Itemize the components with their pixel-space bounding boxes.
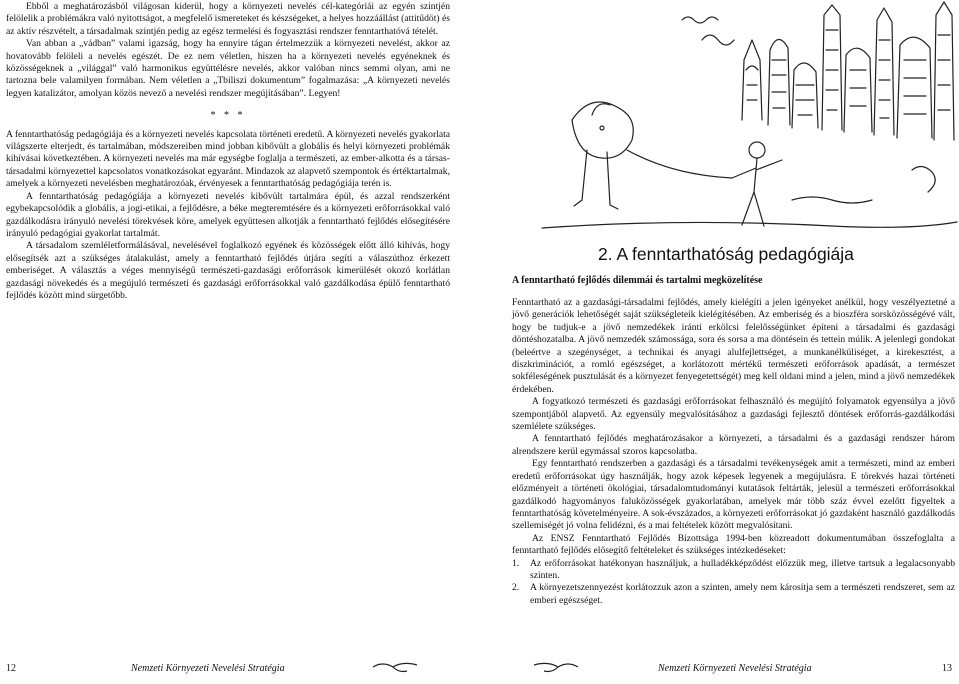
paragraph-pedagogy: A fenntarthatóság pedagógiája a környezeti nevelés kibővült tartalmára épül, és azzal rendszerként egybekapcsolódik a globális, a jogi-etikai, a fejlődésre, a béke megteremtésére és a környezeti erőforrásokkal való gazdálkodásra irányuló nevelési törekvések köre, amelyek együttesen alkotják a fenntartható fejlődés elősegítésére irányuló pedagógiai gyakorlat tartalmát. bbox=[6, 190, 450, 239]
bird-ornament-icon bbox=[371, 659, 419, 675]
footer-title-left: Nemzeti Környezeti Nevelési Stratégia bbox=[131, 663, 285, 674]
pen-sketch-drawing-icon bbox=[532, 0, 959, 232]
bird-ornament-icon bbox=[532, 659, 580, 675]
list-number: 1. bbox=[512, 557, 520, 569]
paragraph-society: A társadalom szemléletformálásával, nevelésével foglalkozó egyének és közösségek előtt álló kihívás, hogy elősegítsék azt a szükséges átalakulást, amely a fenntartható fejlődés útjára segíti a válaszúthoz érkezett emberiséget. A választás a véges mennyiségű természeti-gazdasági erőforrások kimerülését okozó korlátlan gazdasági növekedés és a megújuló természeti és gazdasági erőforrásokkal való gazdálkodása épülő fenntartható fejlődés között mind sürgetőbb. bbox=[6, 240, 450, 301]
right-column bbox=[512, 297, 955, 607]
paragraph-un-commission: Az ENSZ Fenntartható Fejlődés Bizottsága 1994-ben közreadott dokumentumában összefoglalta a fenntartható fejlődés elősegítő feltételeket és szükséges intézkedéseket: bbox=[512, 532, 955, 557]
paragraph-vad: Van abban a „vádban” valami igazság, hogy ha ennyire tágan értelmezzük a környezeti nevelést, akkor az hovatovább felöleli a nevelés egészét. De ez nem véletlen, hiszen ha a környezeti nevelés egyéneknek és közösségeknek a „világgal” való harmonikus együttélésre nevelés, akkor valóban nincs semmi olyan, ami ne tartozna bele valamilyen formában. Nem véletlen a „Tbiliszi dokumentum” fogalmazása: „A környezeti nevelés legyen katalizátor, amolyan közös nevező a nevelési rendszer megújításában”. Legyen! bbox=[6, 38, 450, 99]
paragraph-balance: A fogyatkozó természeti és gazdasági erőforrásokat felhasználó és megújító folyamatok egyensúlya a jövő szempontjából alapvető. Az egyensúly megvalósításához a gazdasági fejlesztő döntések erőforrás-gazdálkodási szemlélete szükséges. bbox=[512, 396, 955, 433]
section-subheading: A fenntartható fejlődés dilemmái és tartalmi megközelítése bbox=[512, 275, 763, 286]
page-number-right: 13 bbox=[942, 663, 952, 674]
conditions-list bbox=[512, 558, 955, 608]
list-number: 2. bbox=[512, 582, 520, 594]
chapter-title: 2. A fenntarthatóság pedagógiája bbox=[598, 244, 854, 264]
list-text: Az erőforrásokat hatékonyan használjuk, a hulladékképződést előzzük meg, illetve tartsuk a legalacsonyabb szinten. bbox=[530, 557, 955, 581]
paragraph-subsystems: A fenntartható fejlődés meghatározásakor a környezeti, a társadalmi és a gazdasági rendszer három alrendszere kerül egymással szoros kapcsolatba. bbox=[512, 433, 955, 457]
paragraph-definition: Fenntartható az a gazdasági-társadalmi fejlődés, amely kielégíti a jelen igényeket anélkül, hogy veszélyeztetné a jövő generációk lehetőségét saját szükségleteik kielégítésében. Az emberiség és a bioszféra sorsközösségévé vált, hogy be tudjuk-e a jövő nemzedékek iránti erkölcsi felelősségünket építeni a társadalmi és gazdasági döntéshozatalba. A jövő nemzedék számossága, sora és sorsa a ma döntésein és tettein múlik. A jelenlegi gondokat (beleértve a szegénységet, a technikai és anyagi alulfejlettséget, a munkanélküliséget, a kirekesztést, a diszkriminációt, a romló egészséget, a korlátozott mértékű természeti erőforrások apadását, a természet sokféleségének pusztulását és a környezet fenyegetettségét) meg kell oldani mind a jelen, mind a jövő nemzedékek érdekében. bbox=[512, 297, 955, 395]
list-item bbox=[512, 558, 955, 583]
footer-title-right: Nemzeti Környezeti Nevelési Stratégia bbox=[658, 663, 812, 674]
list-item bbox=[512, 582, 955, 607]
left-column bbox=[6, 0, 450, 302]
page-number-left: 12 bbox=[6, 663, 16, 674]
paragraph-history: A fenntarthatóság pedagógiája és a környezeti nevelés kapcsolata történeti eredetű. A környezeti nevelés gyakorlata világszerte elterjedt, és tartalmában, módszereiben mind jobban kibővült a globális és helyi környezeti problémák kihívásai következtében. A környezeti nevelés ma már egységbe foglalja a természeti, az ember-alkotta és a társas-társadalmi környezettel kapcsolatos vonatkozásokat egyaránt. Mindazok az alapvető szempontok és értéktartalmak, amelyek a környezeti nevelésben meghatározóak, érvényesek a fenntarthatóság pedagógiája terén is. bbox=[6, 128, 450, 190]
paragraph-renewal: Egy fenntartható rendszerben a gazdasági és a társadalmi tevékenységek amit a természeti, mind az emberi eredetű erőforrásokat úgy használják, hogy azok képesek legyenek a megújulásra. E törekvés hazai történeti előzményeit a történeti ökológiai, társadalomtudományi kutatások feltárták, jelesül a természeti erőforrásokkal gazdálkodó hagyományos faluközösségek gyakorlatában, amelyek már több száz évvel ezelőtt figyeltek a fenntarthatóság követelményeire. A sok-évszázados, a környezeti erőforrásokat jó gazdaként használó gazdálkodás szellemiségét jó volna felidézni, és a mai feltételek között megvalósítani. bbox=[512, 458, 955, 532]
paragraph-intro: Ebből a meghatározásból világosan kiderül, hogy a környezeti nevelés cél-kategóriái az egyén szintjén felölelik a problémákra való nyitottságot, a megfelelő ismereteket és készségeket, a helyes hozzáállást (attitűdöt) és az aktív részvételt, a társadalmak szintjén pedig az egész termelési és fogyasztási rendszer fenntarthatóvá tételét. bbox=[6, 1, 450, 37]
section-divider: * * * bbox=[210, 110, 246, 122]
list-text: A környezetszennyezést korlátozzuk azon a szinten, amely nem károsítja sem a természeti rendszeret, sem az emberi egészséget. bbox=[530, 582, 955, 606]
